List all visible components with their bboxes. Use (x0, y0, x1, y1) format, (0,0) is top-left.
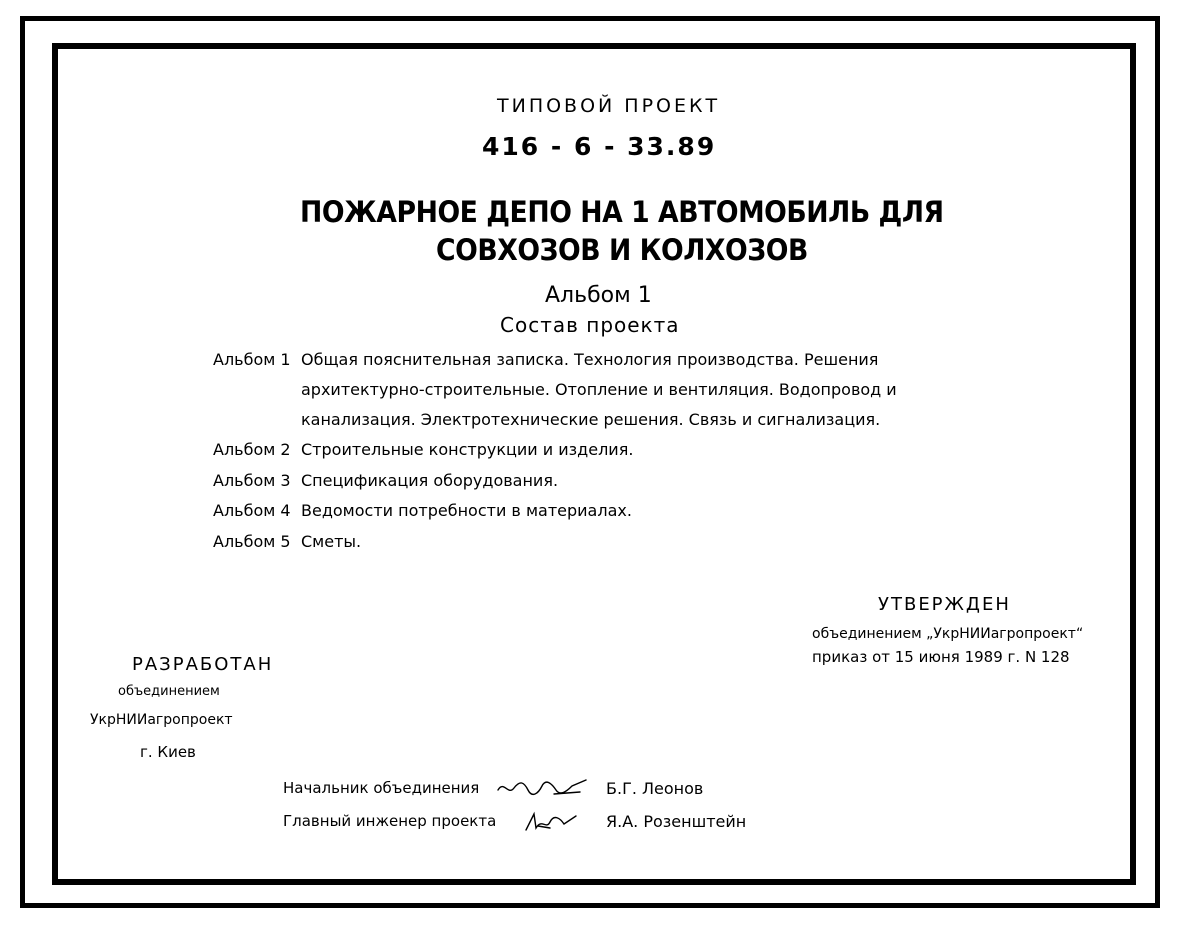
inner-frame (52, 43, 1136, 885)
project-title-line1: ПОЖАРНОЕ ДЕПО НА 1 АВТОМОБИЛЬ ДЛЯ (300, 195, 944, 229)
project-series: ТИПОВОЙ ПРОЕКТ (497, 95, 721, 117)
album-heading: Альбом 1 (545, 283, 652, 308)
album-4-text: Ведомости потребности в материалах. (301, 501, 632, 520)
developed-org-line1: объединением (118, 684, 220, 699)
album-4-label: Альбом 4 (213, 501, 291, 520)
album-2-label: Альбом 2 (213, 440, 291, 459)
signer-1-position: Начальник объединения (283, 779, 480, 797)
developed-org-line2: УкрНИИагропроект (90, 712, 233, 728)
signer-1-name: Б.Г. Леонов (606, 779, 704, 798)
signer-2-position: Главный инженер проекта (283, 812, 497, 830)
album-3-label: Альбом 3 (213, 471, 291, 490)
signature-2-handwriting (520, 808, 580, 834)
developed-title: РАЗРАБОТАН (132, 654, 274, 675)
album-1-label: Альбом 1 (213, 350, 291, 369)
album-5-text: Сметы. (301, 532, 362, 551)
album-1-text-line3: канализация. Электротехнические решения. Связь и сигнализация. (301, 410, 881, 429)
album-2-text: Строительные конструкции и изделия. (301, 440, 634, 459)
developed-city: г. Киев (140, 743, 196, 761)
contents-heading: Состав проекта (500, 313, 680, 337)
album-1-text-line2: архитектурно-строительные. Отопление и вентиляция. Водопровод и (301, 380, 897, 399)
approved-order: приказ от 15 июня 1989 г. N 128 (812, 648, 1070, 666)
signature-1-handwriting (494, 774, 594, 800)
project-code: 416 - 6 - 33.89 (482, 132, 717, 161)
project-title-line2: СОВХОЗОВ И КОЛХОЗОВ (436, 233, 808, 267)
album-1-text-line1: Общая пояснительная записка. Технология производства. Решения (301, 350, 879, 369)
signer-2-name: Я.А. Розенштейн (606, 812, 747, 831)
approved-title: УТВЕРЖДЕН (878, 594, 1011, 615)
album-5-label: Альбом 5 (213, 532, 291, 551)
album-3-text: Спецификация оборудования. (301, 471, 559, 490)
approved-org: объединением „УкрНИИагропроект“ (812, 626, 1084, 642)
